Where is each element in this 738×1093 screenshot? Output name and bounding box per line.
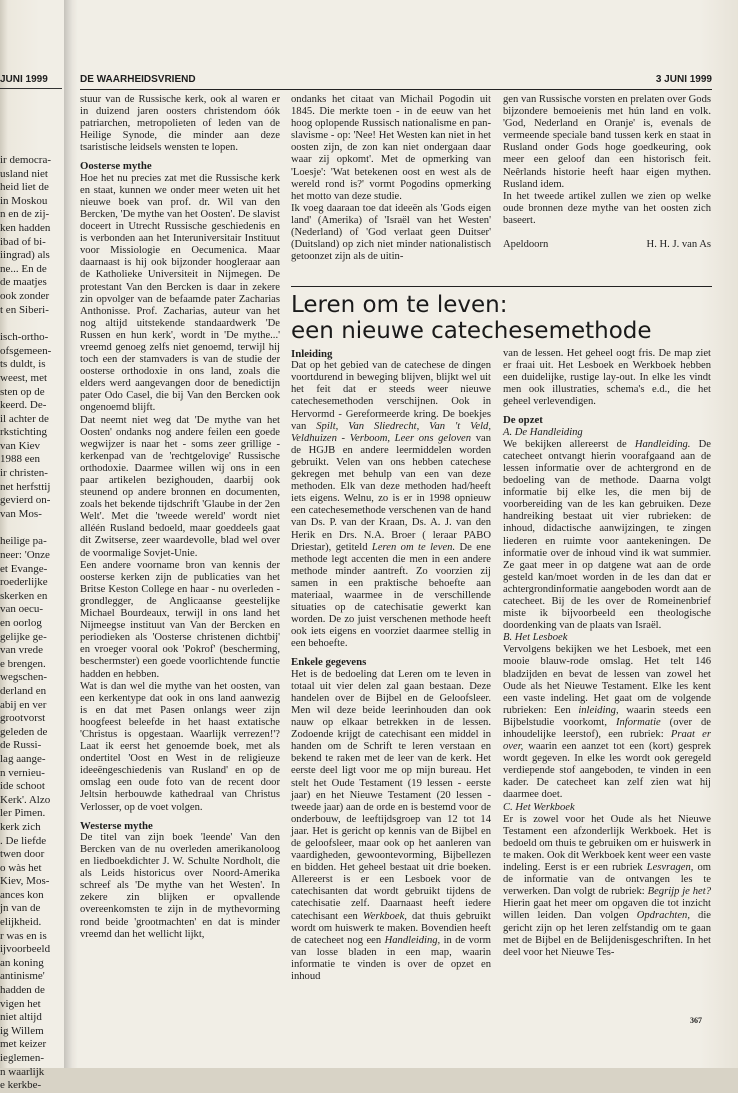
text-run: We bekijken allereerst de bbox=[503, 438, 635, 450]
italic-text-run: Praat er over, bbox=[503, 729, 711, 753]
italic-text-run: Spilt, Van Sliedrecht, Van 't Veld, Veldhuizen - Verboom, Leer ons geloven bbox=[291, 420, 491, 444]
left-page-fragment-line: weest, met bbox=[0, 371, 48, 384]
text-run: Het is de bedoeling dat Leren om te leven in totaal uit vier delen zal gaan bestaan. Deze handelen over de Bijbel en de Geloofsleer. Men wil deze beide leerinhouden dan ook nauw op elkaar betrekken in de lessen. Zodoende krijgt de catechisant een middel in handen om de Schrift te leren verstaan en bekend te raken met de leer van de kerk. Het eerste deel ligt voor me op mijn bureau. Het stelt het Oude Testament (19 lessen - eerste jaar) en het Nieuwe Testament (20 lessen - tweede jaar) aan de orde en is bestemd voor de onderbouw, de leeftijdsgroep van 12 tot 14 jaar. Het is gericht op kennis van de Bijbel en de geloofsleer, maar ook op het aanleren van vaardigheden, gewoontevorming, Bijbellezen en bidden. Het geheel bestaat uit drie boeken. Allereerst is er een Lesboek voor de catechisanten dat wordt gebruikt tijdens de catechisatie zelf. Daarnaast heeft iedere catechisant een bbox=[291, 668, 491, 922]
text-run: Hierin gaat het meer om opgaven die tot inzicht willen leiden. Dan volgen bbox=[503, 898, 711, 922]
section-heading-de-opzet: De opzet bbox=[503, 414, 543, 427]
italic-text-run: Begrijp je het? bbox=[647, 886, 711, 898]
left-page-fragment-line: abij en ver bbox=[0, 698, 47, 711]
text-run: Er is zowel voor het Oude als het Nieuwe Testament een afzonderlijk Werkboek. Het is bedoeld om thuis te gebruiken om er huiswerk in te maken. Ook dit Werkboek kent weer een vaste indeling. Eerst is er een rubriek bbox=[503, 813, 711, 874]
text-run: in de vorm van losse bladen in een map, waarin informatie te vinden is over de opzet en inhoud bbox=[291, 934, 491, 982]
left-page-fragment-line: hadden de bbox=[0, 984, 45, 997]
left-page-fragment-line: isch-ortho- bbox=[0, 331, 49, 344]
left-page-fragment-line: heilige pa- bbox=[0, 535, 47, 548]
left-page-fragment-line: rkstichting bbox=[0, 426, 48, 439]
text-run: (over de inhoudelijke leerstof), een rubriek: bbox=[503, 716, 711, 741]
left-page-fragment-line: de Russi- bbox=[0, 739, 42, 752]
left-page-fragment-line: r was en is bbox=[0, 929, 47, 942]
left-page-fragment-line: roederlijke bbox=[0, 576, 48, 589]
left-page-fragment-line: van oecu- bbox=[0, 603, 44, 616]
left-page-fragment-line: ken hadden bbox=[0, 221, 51, 234]
article1-paragraph: Wat is dan wel die mythe van het oosten, van een kerkentype dat ook in ons land aanwezig is en dat met Pasen onlangs weer zijn hoogfeest beleefde in het haast extatische 'Christus is opgestaan. Waarlijk verrezen!'? Laat ik eerst het genoemde boek, met als ondertitel 'Oost en West in de religieuze ideeëngeschiedenis van Rusland' en op de omslag een oude foto van de recent door Jeltsin herbouwde kathedraal van Christus Verlosser, op de voet volgen. bbox=[80, 680, 280, 813]
left-page-fragment-line: elijkheid. bbox=[0, 916, 42, 929]
italic-text-run: Werkboek, bbox=[362, 910, 407, 922]
section-heading-westerse-mythe: Westerse mythe bbox=[80, 819, 153, 832]
left-page-fragment-line: kerk zich bbox=[0, 820, 41, 833]
left-page-fragment-line: ler Pimen. bbox=[0, 807, 46, 820]
article2-paragraph: van de lessen. Het geheel oogt fris. De map ziet er fraai uit. Het Lesboek en Werkboek hebben een duidelijke, rustige lay-out. In elke les vindt men ook illustraties, schema's e.d., die het geheel verlevendigen. bbox=[503, 348, 711, 408]
article1-paragraph: ondanks het citaat van Michail Pogodin uit 1845. Die merkte toen - in de eeuw van het hoog oplopende Russisch nationalisme en pan-slavisme - op: 'Nee! Het Westen kan niet in het oosten zijn, de zon kan niet ondergaan daar waar zij opkomt'. Met de opmerking van 'Loesje': 'Wat betekenen oost en west als de wereld rond is?' vormt Pogodins opmerking het motto van deze studie. bbox=[291, 94, 491, 202]
text-run: De ene methode legt accenten die men in een andere methode minder aantreft. Zo voorzien zij samen in een praktische behoefte aan materiaal, waarmee in de verschillende situaties op de catechisatie gewerkt kan worden. De zo juist verschenen methode heeft ook iets eigens en voorziet daarmee stellig in een behoefte. bbox=[291, 541, 491, 650]
left-page-fragment-line: ir christen- bbox=[0, 467, 48, 480]
left-page-fragment-line: twen door bbox=[0, 848, 45, 861]
text-run: Dat op het gebied van de catechese de dingen voortdurend in beweging blijven, blijkt wel uit het feit dat er steeds weer nieuwe catechesemethoden verschijnen. Ook in Hervormd - Gereformeerde kring. De boekjes van bbox=[291, 360, 491, 432]
left-page-fragment-line: geleden de bbox=[0, 725, 48, 738]
article1-column-3 bbox=[503, 94, 711, 274]
left-page-fragment-line: keerd. De- bbox=[0, 399, 47, 412]
section-heading-enkele-gegevens: Enkele gegevens bbox=[291, 656, 367, 669]
left-page-fragment-line: ieglemen- bbox=[0, 1052, 44, 1064]
left-page-date: JUNI 1999 bbox=[0, 74, 48, 85]
article1-paragraph: Dat neemt niet weg dat 'De mythe van het Oosten' ondanks nog andere feilen een goede wegwijzer is naar het - soms zeer grillige - kerkenpad van de 'rechtgelovige' Russische orthodoxie. Daarmee willen wij ons in een paar artikelen bezighouden, daarbij ook steunend op andere bronnen en documenten, zoals het bekende tijdschrift 'Glaube in der 2en Welt'. Met die 'tweede wereld' wordt niet alléén Rusland bedoeld, maar goeddeels gaat dit Zwitserse, zeer waardevolle, blad wel over de voormalige Sovjet-Unie. bbox=[80, 414, 280, 559]
left-page-fragment-line: sten op de bbox=[0, 385, 45, 398]
article2-column-1 bbox=[291, 348, 491, 1018]
left-page-rule bbox=[0, 88, 62, 89]
italic-text-run: Handleiding. bbox=[634, 438, 691, 450]
left-page-fragment-line: de maatjes bbox=[0, 276, 47, 289]
article1-paragraph: Ik voeg daaraan toe dat ideeën als 'Gods eigen land' (Amerika) of 'Israël van het Westen' (Nederland) of 'God verlaat geen Duitser' (Duitsland) op zich niet minder nationalistisch getoonzet zijn als de uitin- bbox=[291, 202, 491, 263]
left-page-fragment-line: van Kiev bbox=[0, 439, 41, 452]
left-page-fragment-line: n en de zij- bbox=[0, 208, 50, 221]
article2-column-2 bbox=[503, 348, 711, 1018]
subheading-lesboek: B. Het Lesboek bbox=[503, 632, 568, 644]
left-page-fragment-line: en oorlog bbox=[0, 617, 42, 629]
left-page-fragment-line: e kerkbe- bbox=[0, 1079, 42, 1092]
publication-name: DE WAARHEIDSVRIEND bbox=[80, 74, 196, 85]
subheading-werkboek: C. Het Werkboek bbox=[503, 801, 575, 813]
left-page-fragment-line: . De liefde bbox=[0, 834, 47, 847]
left-page-fragment-line: ijvoorbeeld bbox=[0, 943, 51, 956]
article1-signature bbox=[503, 239, 711, 251]
left-page-fragment-line: Kerk'. Alzo bbox=[0, 793, 51, 806]
headline-line-1: Leren om te leven: bbox=[291, 292, 508, 318]
article1-paragraph: Hoe het nu precies zat met die Russische kerk en staat, kunnen we onder meer weten uit het nieuwe boek van prof. dr. Wil van den Bercken, 'De mythe van het Oosten'. De slavist doceert in Utrecht Russische geschiedenis en is verbonden aan het Interuniversitair Instituut voor Missiologie en Oecumenica. Maar daarnaast is hij ook bijzonder hoogleraar aan de Katholieke Universiteit in Nijmegen. De protestant Van den Bercken is daar in zekere zin opvolger van de befaamde pater Zacharias Anthonisse. Prof. Zacharias, auteur van het nog altijd uitstekende standaardwerk 'De Russen en hun kerk', wordt in 'De mythe...' vreemd genoeg zelfs niet genoemd, terwijl hij toch een der stamvaders is van de studie der oosterse orthodoxie in ons land, zoals die elders werd aangevangen door de benedictijn pater Odo Casel, die bij Van den Bercken ook ongenoemd blijft. bbox=[80, 172, 280, 414]
italic-text-run: Handleiding, bbox=[384, 934, 441, 946]
left-page-fragment-line: n waarlijk bbox=[0, 1065, 45, 1078]
page-header bbox=[80, 74, 712, 88]
article2-paragraph bbox=[291, 669, 491, 983]
left-page-fragment-line: ts duldt, is bbox=[0, 358, 46, 371]
left-page-fragment bbox=[0, 70, 62, 1092]
left-page-fragment-line: iingrad) als bbox=[0, 249, 50, 262]
article2-paragraph bbox=[503, 439, 711, 633]
publication-date: 3 JUNI 1999 bbox=[655, 74, 712, 85]
text-run: waarin een aanzet tot een (kort) gesprek wordt gegeven. In elke les wordt ook geregeld verdiepende stof aangeboden, te vinden in een kader. De catecheet kan zelf zien wat hij daarmee doet. bbox=[503, 741, 711, 801]
left-page-fragment-line: et Evange- bbox=[0, 562, 48, 575]
text-run: die gericht zijn op het leren zelfstandig om te gaan met de Bijbel en de Belijdenisgeschriften. In het deel voor het Nieuwe Tes- bbox=[503, 910, 712, 958]
left-page-fragment-line: Kiev, Mos- bbox=[0, 875, 50, 888]
left-page-fragment-line: lag aange- bbox=[0, 752, 46, 765]
section-heading-inleiding: Inleiding bbox=[291, 348, 333, 360]
left-page-fragment-line: an koning bbox=[0, 956, 44, 969]
left-page-fragment-line: o wàs het bbox=[0, 861, 42, 874]
left-page-fragment-line: met keizer bbox=[0, 1038, 47, 1051]
article2-top-rule bbox=[291, 286, 712, 287]
left-page-fragment-line: e brengen. bbox=[0, 657, 46, 670]
page-fold-shadow bbox=[64, 0, 78, 1068]
left-page-fragment-line: heid liet de bbox=[0, 181, 49, 194]
article2-paragraph bbox=[503, 814, 711, 959]
page-number: 367 bbox=[690, 1016, 702, 1025]
headline-line-2: een nieuwe catechesemethode bbox=[291, 318, 652, 344]
left-page-fragment-line: ofsgemeen- bbox=[0, 344, 52, 357]
text-run: Vervolgens bekijken we het Lesboek, met een mooie blauw-rode omslag. Het telt 146 bladzijden en bevat de lessen van zowel het Oude als het Nieuwe Testament. Elke les kent een vaste indeling. Het gaat om de volgende rubrieken: Een bbox=[503, 644, 711, 716]
signature-place: Apeldoorn bbox=[503, 239, 549, 251]
text-run: waarin steeds een Bijbelstudie voorkomt, bbox=[503, 704, 711, 728]
text-run: van de HGJB en andere leermiddelen worden gebruikt. Velen van ons hebben catechese gekregen met behulp van een van deze methoden. Elk van deze methoden had/heeft iets eigens. Welnu, zo is er in 1998 opnieuw een catechesemethode verschenen van de hand van Ds. P. van der Kraan, Ds. A. J. van den Herik en Drs. N.A. Broer ( leraar PABO Driestar), getiteld bbox=[291, 432, 491, 553]
left-page-fragment-line: van vrede bbox=[0, 644, 44, 657]
left-page-fragment-line: gelijke ge- bbox=[0, 630, 47, 643]
article1-paragraph: Een andere voorname bron van kennis der oosterse kerken zijn de publicaties van het Britse Keston College en haar - nu overleden - grondlegger, de Anglicaanse geestelijke Michael Bourdeaux, terwijl in ons land het Nijmeegse instituut van Van der Bercken en periodieken als 'Oosterse christenen dichtbij' en vroeger vooral ook 'Pokrof' (bescherming, beschermster) een goede voorlichtende functie hadden en hebben. bbox=[80, 559, 280, 680]
left-page-fragment-line: n vernieu- bbox=[0, 766, 45, 779]
left-page-fragment-line: wegschen- bbox=[0, 671, 48, 684]
left-page-fragment-line: van Mos- bbox=[0, 507, 42, 520]
left-page-fragment-line: gevierd on- bbox=[0, 494, 51, 507]
left-page-text-fragments bbox=[0, 154, 62, 1093]
left-page-fragment-line: ide schoot bbox=[0, 780, 45, 793]
left-page-fragment-line: ook zonder bbox=[0, 289, 50, 302]
article1-intro-paragraph: stuur van de Russische kerk, ook al waren er in duizend jaren oosters christendom óók patriarchen, metropolieten of leden van de Heilige Synode, die minder aan deze tsaristische leidsels wensten te lopen. bbox=[80, 94, 280, 154]
left-page-fragment-line: derland en bbox=[0, 684, 47, 697]
article1-column-1 bbox=[80, 94, 280, 1014]
italic-text-run: Informatie bbox=[615, 716, 661, 728]
article2-headline bbox=[291, 292, 712, 344]
left-page-fragment-line: ne... En de bbox=[0, 262, 47, 275]
text-run: om de informatie van de ontvangen les te verwerken. Dan volgt de rubriek: bbox=[503, 862, 711, 898]
left-page-fragment-line: antinisme' bbox=[0, 970, 45, 983]
fragment-gap bbox=[0, 317, 62, 331]
left-page-fragment-line: in Moskou bbox=[0, 194, 48, 207]
left-page-fragment-line: skerken en bbox=[0, 589, 48, 602]
left-page-fragment-line: neer: 'Onze bbox=[0, 549, 50, 562]
article2-paragraph bbox=[503, 644, 711, 801]
article1-column-2 bbox=[291, 94, 491, 274]
text-run: dat thuis gebruikt wordt om huiswerk te maken. Bovendien heeft de catecheet nog een bbox=[291, 910, 491, 946]
signature-author: H. H. J. van As bbox=[646, 239, 711, 251]
fragment-gap bbox=[0, 521, 62, 535]
left-page-fragment-line: vigen het bbox=[0, 997, 41, 1010]
text-run: De catecheet ontvangt hierin voorafgaand aan de lessen informatie over de achtergrond en de bedoeling van de methode. Daarna volgt informatie bij elke les, die men bij de voorbereiding van de les kan gebruiken. Deze handreiking bestaat uit vier rubrieken: de inhoud, didactische aanwijzingen, te zingen liederen en ruimte voor aantekeningen. De informatie over de inhoud vind ik wat summier. Ze gaat meer in op datgene wat aan de orde gesteld kan/moet worden in de les dan dat er achtergrondinformatie aangeboden wordt aan de catecheet. Bij de les over de Romeinenbrief miste ik bijvoorbeeld een theologische doordenking van de plaats van Israël. bbox=[503, 438, 711, 632]
article1-paragraph: De titel van zijn boek 'leende' Van den Bercken van de nu overleden amerikanoloog en liedboekdichter J. W. Schulte Nordholt, die als Leids historicus over Noord-Amerika schreef als 'De mythe van het Westen'. In zekere zin blijken er opvallende overeenkomsten te zijn in de mythevorming rond beide 'grootmachten' en dat is minder vreemd dan het wellicht lijkt, bbox=[80, 831, 280, 940]
section-heading-oosterse-mythe: Oosterse mythe bbox=[80, 160, 152, 173]
left-page-fragment-line: ir democra- bbox=[0, 154, 51, 166]
left-page-fragment-line: jn van de bbox=[0, 902, 41, 915]
left-page-fragment-line: ig Willem bbox=[0, 1024, 44, 1037]
italic-text-run: Lesvragen, bbox=[646, 862, 694, 874]
left-page-fragment-line: il achter de bbox=[0, 412, 49, 425]
article1-paragraph: In het tweede artikel zullen we zien op welke oude bronnen deze mythe van het oosten zich baseert. bbox=[503, 190, 711, 226]
italic-text-run: Opdrachten, bbox=[636, 910, 690, 922]
left-page-fragment-line: net herfsttij bbox=[0, 480, 51, 493]
italic-text-run: Leren om te leven. bbox=[371, 541, 456, 553]
italic-text-run: inleiding, bbox=[578, 704, 619, 716]
subheading-handleiding: A. De Handleiding bbox=[503, 426, 583, 438]
left-page-fragment-line: 1988 een bbox=[0, 453, 41, 466]
article1-paragraph: gen van Russische vorsten en prelaten over Gods bijzondere bemoeienis met hún land en volk. 'God, Nederland en Oranje' is, evenals de vermeende speciale band tussen kerk en staat in Rusland onder Gods hoge goedkeuring, ook meer een geloof dan een historisch feit. Neêrlands historie heeft haar eigen mythen. Rusland idem. bbox=[503, 94, 711, 190]
left-page-fragment-line: usland niet bbox=[0, 167, 48, 180]
left-page-fragment-line: grootvorst bbox=[0, 712, 46, 725]
left-page-fragment-line: ances kon bbox=[0, 888, 44, 901]
left-page-fragment-line: ibad of bi- bbox=[0, 235, 46, 248]
article2-intro-paragraph bbox=[291, 360, 491, 650]
left-page-fragment-line: t en Siberi- bbox=[0, 303, 49, 316]
left-page-fragment-line: niet altijd bbox=[0, 1011, 42, 1024]
header-rule bbox=[80, 89, 712, 90]
